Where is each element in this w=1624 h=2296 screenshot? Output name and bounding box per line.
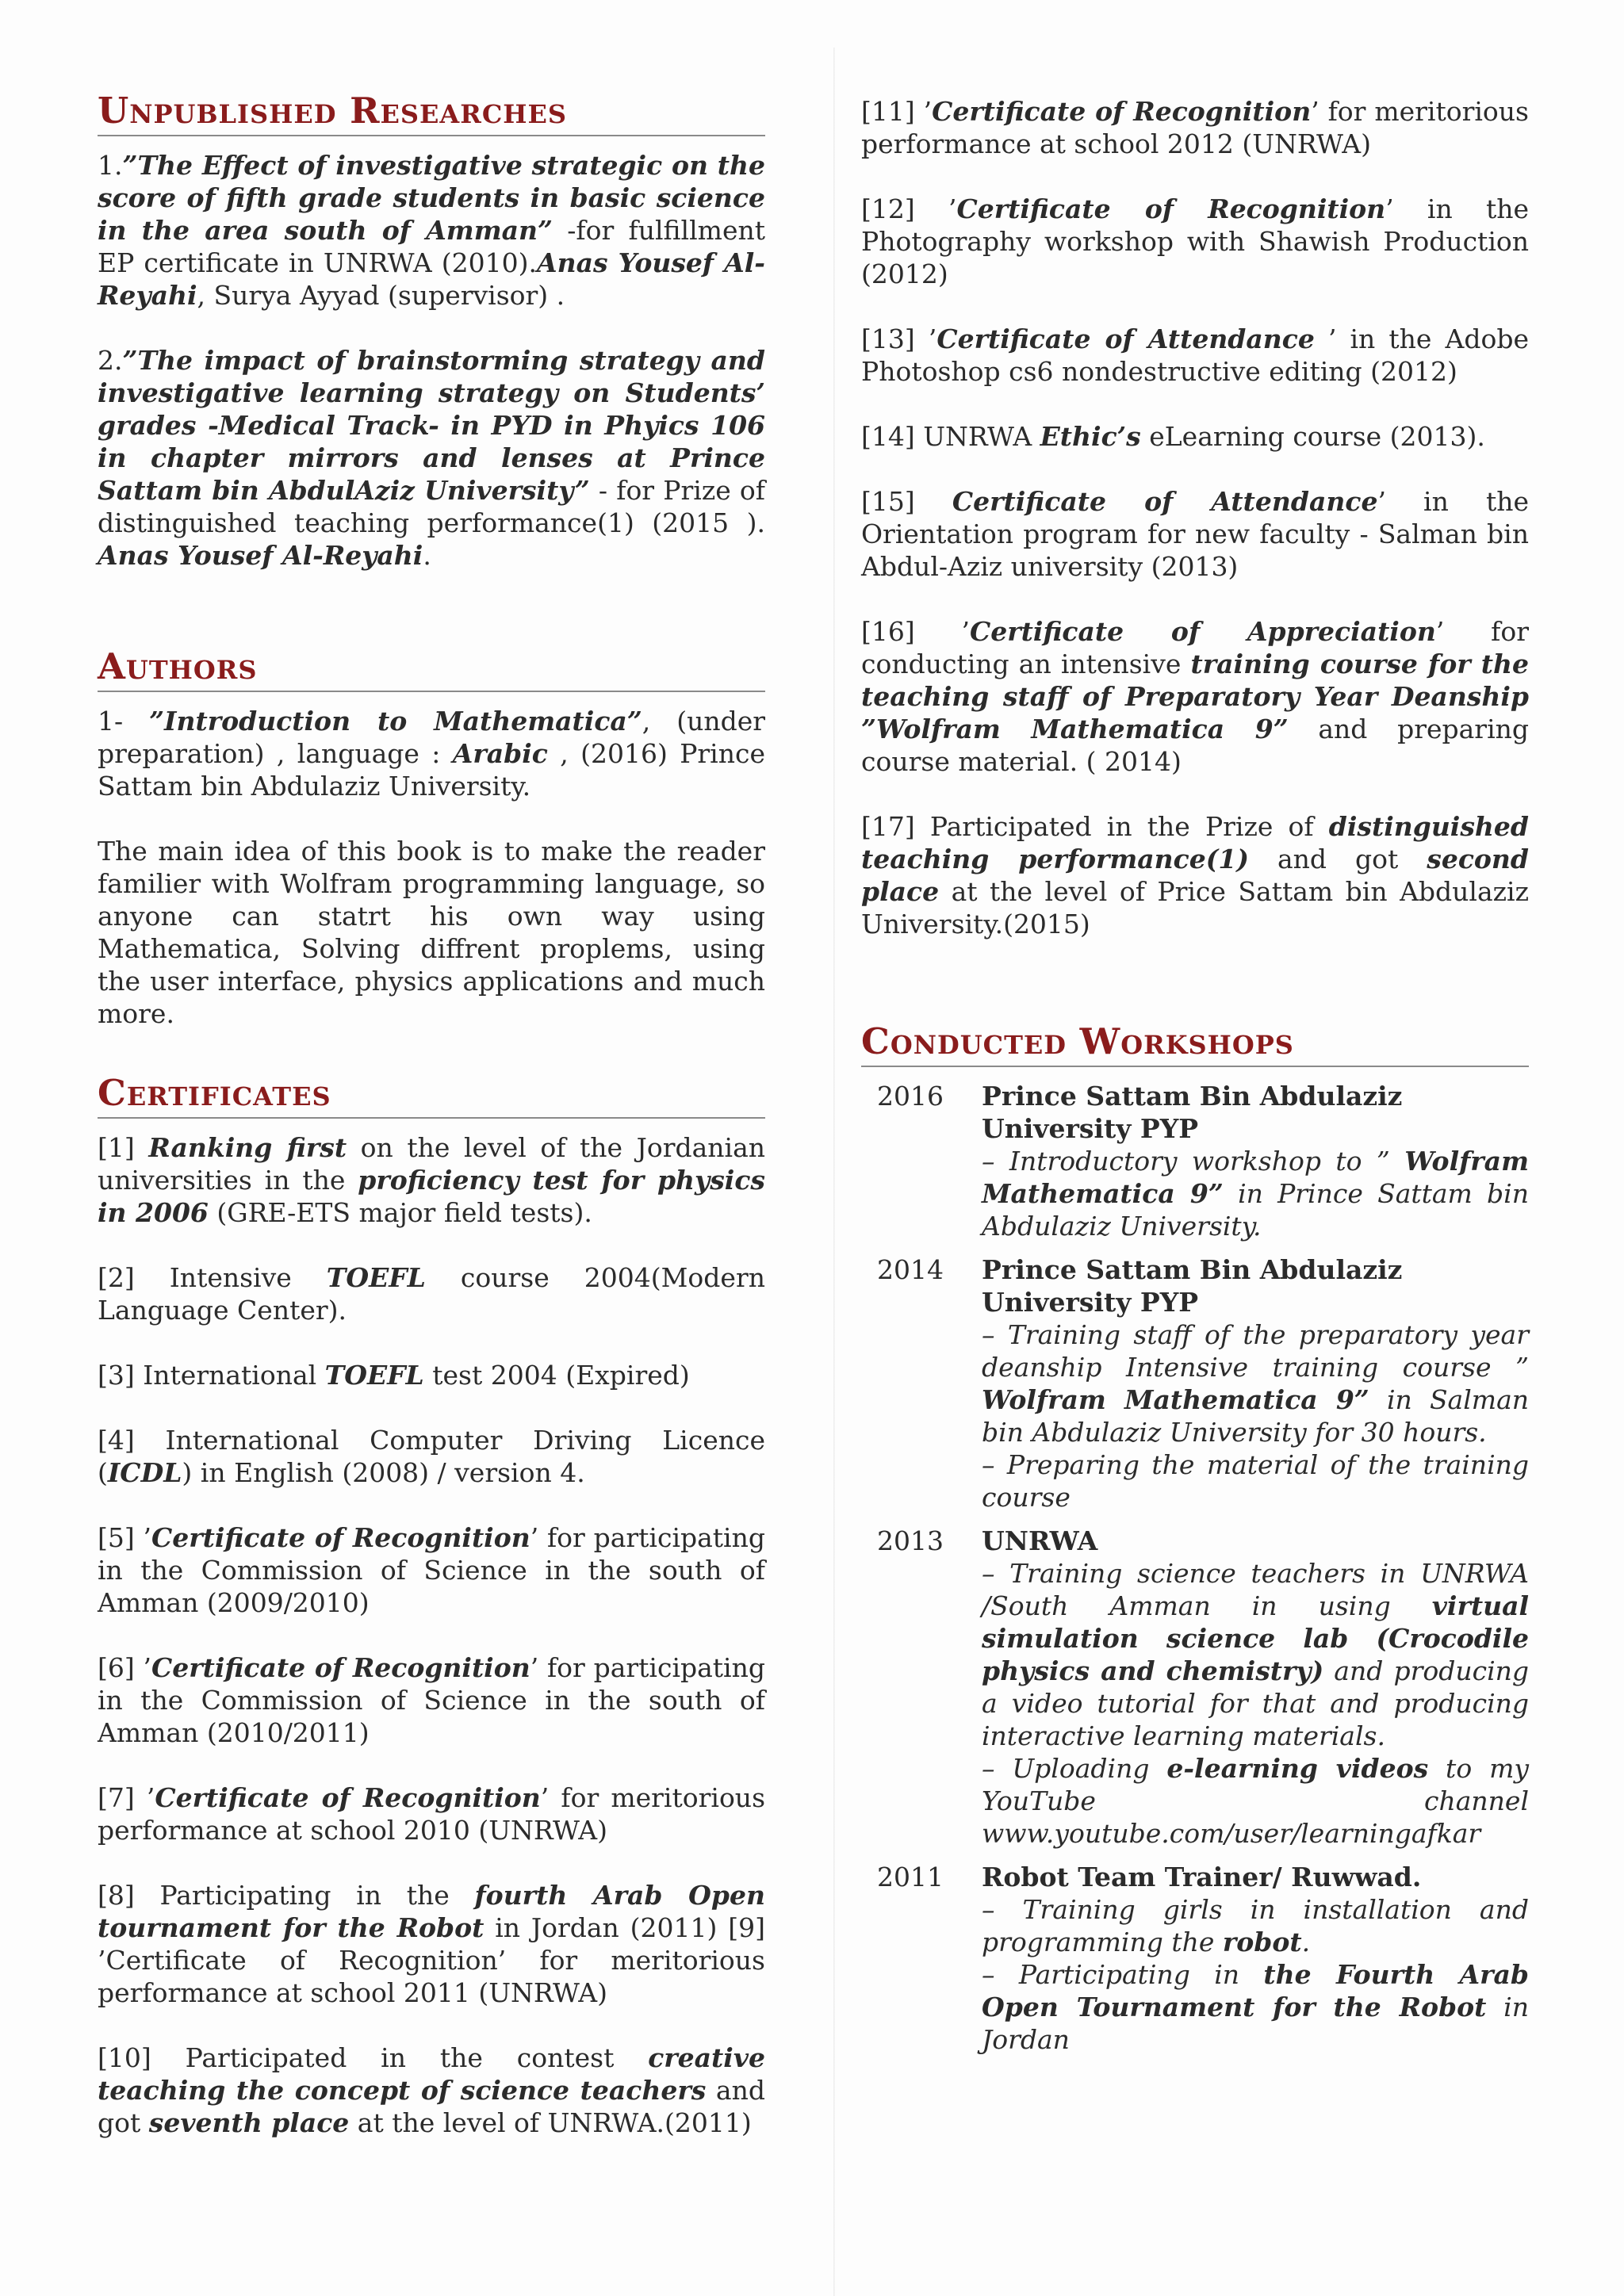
workshop-organization: Prince Sattam Bin Abdulaziz University PYP [982, 1254, 1403, 1318]
right-column [861, 95, 1529, 2067]
workshop-year: 2016 [877, 1081, 944, 1112]
workshop-description: – Training girls in installation and programming the robot. [982, 1894, 1529, 1957]
certificate-item: [13] ’Certificate of Attendance ’ in the Adobe Photoshop cs6 nondestructive editing (2012) [861, 323, 1529, 387]
certificate-item: [17] Participated in the Prize of distinguished teaching performance(1) and got second place at the level of Price Sattam bin Abdulaziz University.(2015) [861, 811, 1529, 939]
left-column [98, 89, 765, 2139]
conducted-workshops-heading: Conducted Workshops [861, 1020, 1529, 1067]
certificate-item: [5] ’Certificate of Recognition’ for participating in the Commission of Science in the south of Amman (2009/2010) [98, 1522, 765, 1618]
workshop-entry [861, 1525, 1529, 1850]
authors-heading: Authors [98, 645, 765, 692]
workshop-entry [861, 1861, 1529, 2056]
certificate-item: [15] Certificate of Attendance’ in the Orientation program for new faculty - Salman bin Abdul-Aziz university (2013) [861, 486, 1530, 582]
workshop-organization: Prince Sattam Bin Abdulaziz University PYP [982, 1081, 1403, 1144]
workshop-description: – Uploading e-learning videos to my YouTube channel www.youtube.com/user/learningafkar [982, 1753, 1529, 1849]
workshop-entry [861, 1253, 1529, 1513]
workshop-description: – Training science teachers in UNRWA /South Amman in using virtual simulation science lab (Crocodile physics and chemistry) and producing a video tutorial for that and producing interactive learning materials. [982, 1558, 1529, 1751]
certificate-item: [11] ’Certificate of Recognition’ for meritorious performance at school 2012 (UNRWA) [861, 96, 1529, 159]
certificate-item: [3] International TOEFL test 2004 (Expired) [98, 1360, 690, 1391]
workshop-year: 2013 [877, 1525, 944, 1556]
workshop-description: – Preparing the material of the training course [982, 1449, 1529, 1513]
certificate-item: [2] Intensive TOEFL course 2004(Modern Language Center). [98, 1262, 765, 1326]
certificate-item: [7] ’Certificate of Recognition’ for meritorious performance at school 2010 (UNRWA) [98, 1782, 765, 1846]
research-item: 2.”The impact of brainstorming strategy and investigative learning strategy on Students’ grades -Medical Track- in PYD in Phyics 106 in chapter mirrors and lenses at Prince Sattam bin AbdulAziz University” - for Prize of distinguished teaching performance(1) (2015 ). Anas Yousef Al-Reyahi. [98, 345, 766, 571]
book-item: 1- ”Introduction to Mathematica”, (under preparation) , language : Arabic , (2016) Prince Sattam bin Abdulaziz University. [98, 706, 766, 802]
workshop-organization: Robot Team Trainer/ Ruwwad. [982, 1862, 1422, 1892]
certificates-heading: Certificates [98, 1071, 765, 1119]
research-item: 1.”The Effect of investigative strategic on the score of fifth grade students in basic science in the area south of Amman” -for fulfillment EP certificate in UNRWA (2010).Anas Yousef Al-Reyahi, Surya Ayyad (supervisor) . [98, 150, 765, 311]
workshop-year: 2014 [877, 1254, 944, 1285]
workshop-description: – Participating in the Fourth Arab Open Tournament for the Robot in Jordan [982, 1959, 1529, 2055]
certificate-item: [1] Ranking first on the level of the Jordanian universities in the proficiency test for physics in 2006 (GRE-ETS major field tests). [98, 1132, 765, 1228]
workshop-organization: UNRWA [982, 1525, 1098, 1556]
certificate-item: [14] UNRWA Ethic’s eLearning course (2013). [861, 421, 1485, 452]
certificate-item: [16] ’Certificate of Appreciation’ for conducting an intensive training course for the teaching staff of Preparatory Year Deanship ”Wolfram Mathematica 9” and preparing course material. ( 2014) [861, 616, 1529, 777]
certificate-item: [8] Participating in the fourth Arab Open tournament for the Robot in Jordan (2011) [9] ’Certificate of Recognition’ for meritorious performance at school 2011 (UNRWA) [98, 1880, 766, 2008]
unpublished-researches-heading: Unpublished Researches [98, 89, 765, 136]
workshop-entry [861, 1080, 1529, 1242]
workshop-description: – Introductory workshop to ” Wolfram Mathematica 9” in Prince Sattam bin Abdulaziz University. [982, 1146, 1529, 1242]
certificate-item: [12] ’Certificate of Recognition’ in the Photography workshop with Shawish Production (2012) [861, 193, 1529, 289]
certificate-item: [6] ’Certificate of Recognition’ for participating in the Commission of Science in the south of Amman (2010/2011) [98, 1652, 765, 1748]
book-description: The main idea of this book is to make the reader familier with Wolfram programming language, so anyone can statrt his own way using Mathematica, Solving diffrent proplems, using the user interface, physics applications and much more. [98, 836, 765, 1029]
workshop-description: – Training staff of the preparatory year deanship Intensive training course ” Wolfram Mathematica 9” in Salman bin Abdulaziz University for 30 hours. [982, 1319, 1530, 1448]
column-divider [833, 48, 835, 2296]
certificate-item: [4] International Computer Driving Licence (ICDL) in English (2008) / version 4. [98, 1425, 765, 1488]
workshop-year: 2011 [877, 1862, 944, 1892]
certificate-item: [10] Participated in the contest creative teaching the concept of science teachers and got seventh place at the level of UNRWA.(2011) [98, 2042, 765, 2138]
